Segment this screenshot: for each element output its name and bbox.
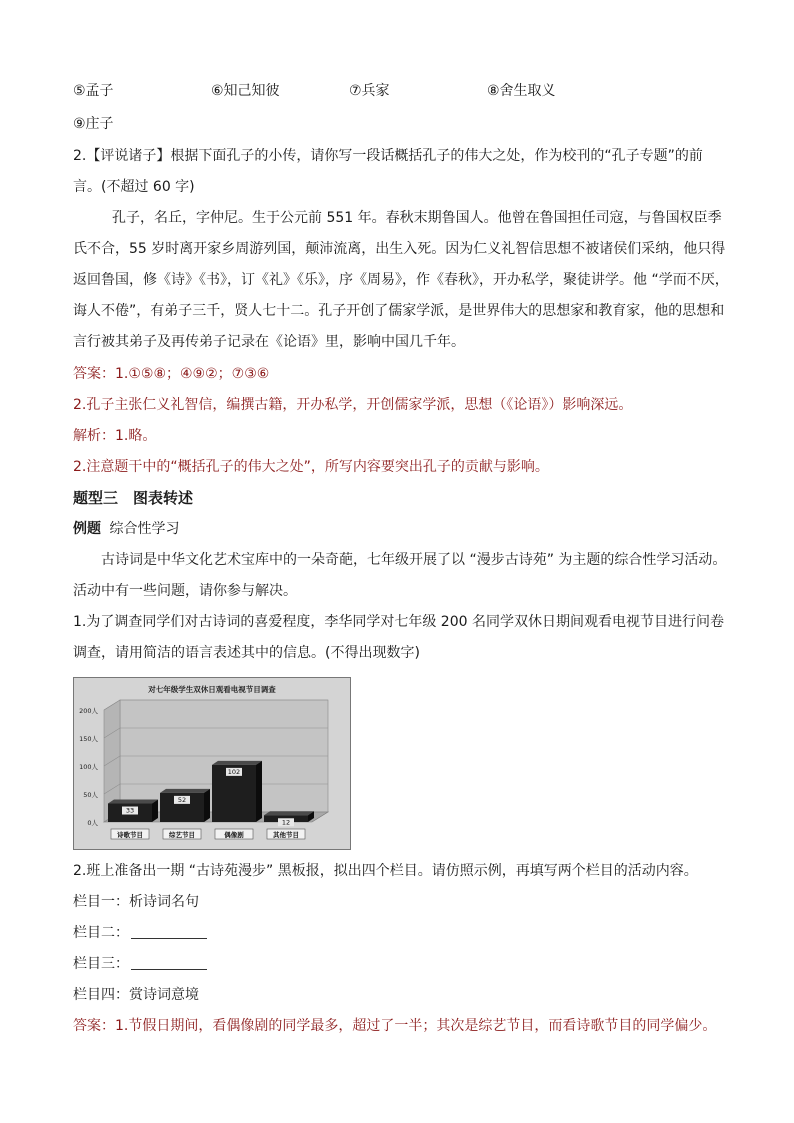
column-2-label: 栏目二： <box>73 925 129 941</box>
option-9: ⑨庄子 <box>73 116 114 132</box>
column-3-blank[interactable] <box>131 955 207 970</box>
chart-title: 对七年级学生双休日观看电视节目调查 <box>148 685 276 694</box>
chart-x-tick-label: 偶像剧 <box>224 831 244 839</box>
bio-line: 氏不合，55 岁时离开家乡周游列国，颠沛流离，出生入死。因为仁义礼智信思想不被诸侯们采纳，他只得 <box>73 241 726 257</box>
column-3-label: 栏目三： <box>73 956 129 972</box>
intro-line-1: 古诗词是中华文化艺术宝库中的一朵奇葩，七年级开展了以 “漫步古诗苑” 为主题的综合性学习活动。 <box>101 552 727 568</box>
chart-y-tick-label: 50人 <box>83 791 98 799</box>
option-8: ⑧舍生取义 <box>487 83 556 99</box>
bio-line: 诲人不倦”，有弟子三千，贤人七十二。孔子开创了儒家学派，是世界伟大的思想家和教育家，他的思想和 <box>73 303 725 319</box>
column-1: 栏目一：析诗词名句 <box>73 894 199 910</box>
chart-data-label: 12 <box>281 818 291 827</box>
chart-bar-top <box>264 811 314 815</box>
question-2-line-2: 言。(不超过 60 字) <box>73 179 195 195</box>
blackboard-question: 2.班上准备出一期 “古诗苑漫步” 黑板报，拟出四个栏目。请仿照示例，再填写两个栏目的活动内容。 <box>73 863 698 879</box>
column-3 <box>73 954 207 974</box>
option-5: ⑤孟子 <box>73 83 114 99</box>
chart-y-tick-label: 150人 <box>79 735 98 743</box>
chart-y-tick-label: 0人 <box>87 819 98 827</box>
column-2 <box>73 923 207 943</box>
question-2-line-1: 2.【评说诸子】根据下面孔子的小传，请你写一段话概括孔子的伟大之处，作为校刊的“孔子专题”的前 <box>73 148 703 164</box>
option-6: ⑥知己知彼 <box>211 83 280 99</box>
survey-chart <box>73 677 351 850</box>
chart-data-label: 52 <box>177 795 187 804</box>
chart-data-label: 33 <box>125 806 135 815</box>
chart-bar-side <box>204 789 210 822</box>
column-2-blank[interactable] <box>131 924 207 939</box>
column-4: 栏目四：赏诗词意境 <box>73 987 199 1003</box>
answer-2: 2.孔子主张仁义礼智信，编撰古籍，开办私学，开创儒家学派，思想（《论语》）影响深远。 <box>73 397 633 413</box>
chart-y-tick-label: 200人 <box>79 707 98 715</box>
bio-line: 言行被其弟子及再传弟子记录在《论语》里，影响中国几千年。 <box>73 334 465 350</box>
bio-line: 返回鲁国，修《诗》《书》，订《礼》《乐》，序《周易》，作《春秋》，开办私学，聚徒讲学。他 “学而不厌， <box>73 272 729 288</box>
example-title: 综合性学习 <box>109 521 180 537</box>
analysis-2: 2.注意题干中的“概括孔子的伟大之处”，所写内容要突出孔子的贡献与影响。 <box>73 459 549 475</box>
example-heading <box>73 519 179 539</box>
chart-bar-side <box>256 761 262 822</box>
intro-line-2: 活动中有一些问题，请你参与解决。 <box>73 583 297 599</box>
example-label: 例题 <box>73 521 101 537</box>
chart-data-label: 102 <box>227 767 241 776</box>
answer-chart: 答案：1.节假日期间，看偶像剧的同学最多，超过了一半；其次是综艺节目，而看诗歌节目的同学偏少。 <box>73 1018 717 1034</box>
answer-1: 答案：1.①⑤⑧；④⑨②；⑦③⑥ <box>73 366 270 382</box>
chart-question-line-2: 调查，请用简洁的语言表述其中的信息。(不得出现数字) <box>73 645 420 661</box>
chart-bar-top <box>160 789 210 793</box>
chart-x-tick-label: 诗歌节目 <box>117 831 143 839</box>
survey-chart-svg <box>74 678 350 849</box>
chart-x-tick-label: 综艺节目 <box>169 831 195 839</box>
chart-y-tick-label: 100人 <box>79 763 98 771</box>
option-7: ⑦兵家 <box>349 83 390 99</box>
analysis-1: 解析：1.略。 <box>73 428 157 444</box>
chart-x-tick-label: 其他节目 <box>273 831 299 839</box>
section-title: 题型三 图表转述 <box>73 489 194 507</box>
chart-bar-top <box>212 761 262 765</box>
bio-line: 孔子，名丘，字仲尼。生于公元前 551 年。春秋末期鲁国人。他曾在鲁国担任司寇，与鲁国权臣季 <box>112 210 722 226</box>
chart-bar-top <box>108 800 158 804</box>
chart-question-line-1: 1.为了调查同学们对古诗词的喜爱程度，李华同学对七年级 200 名同学双休日期间观看电视节目进行问卷 <box>73 614 724 630</box>
